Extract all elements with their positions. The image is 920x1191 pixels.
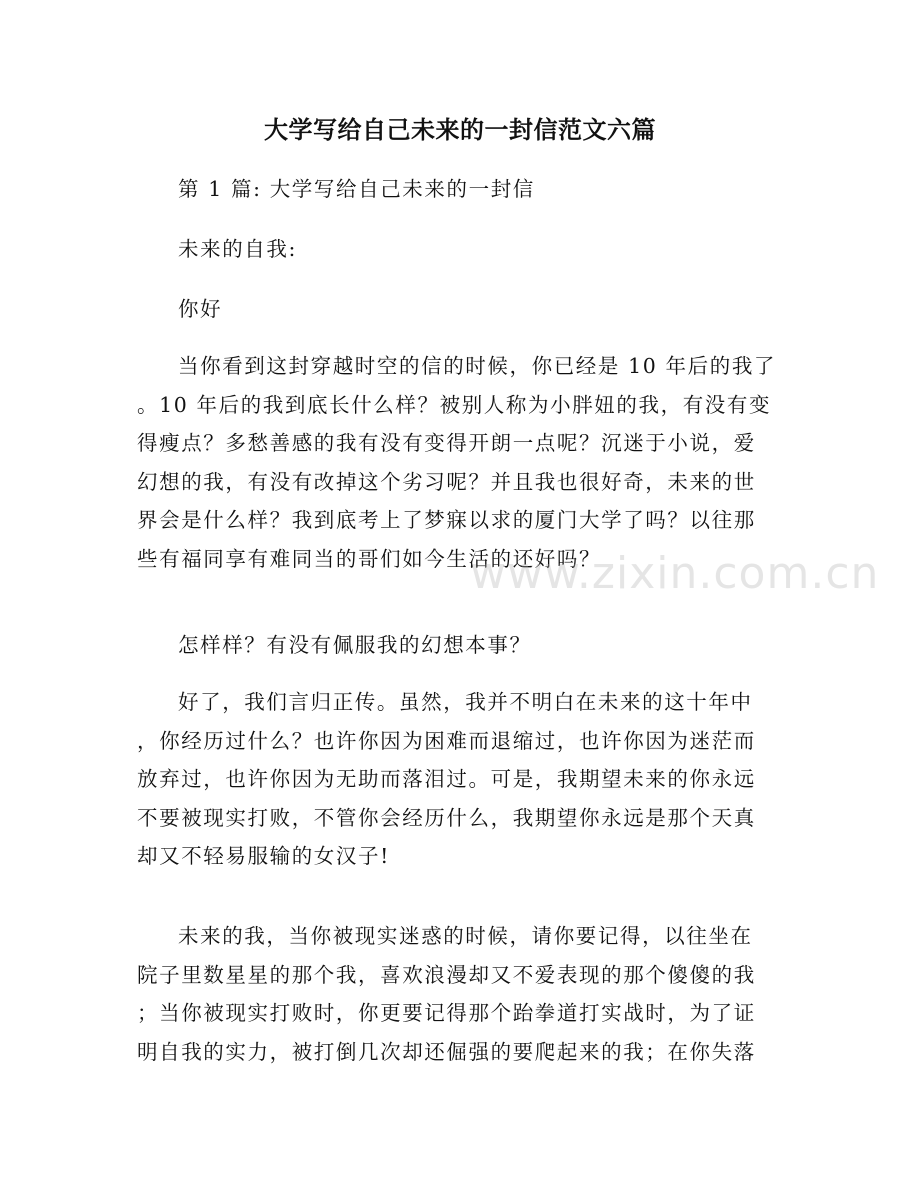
chapter-heading-text: 第 1 篇: 大学写给自己未来的一封信 <box>178 177 535 201</box>
paragraph-line: 些有福同享有难同当的哥们如今生活的还好吗？ <box>137 546 602 571</box>
body-paragraph <box>137 917 777 1071</box>
paragraph-line: 放弃过，也许你因为无助而落泪过。可是，我期望未来的你永远 <box>137 767 756 792</box>
greeting <box>137 290 777 329</box>
document-title: 大学写给自己未来的一封信范文六篇 <box>264 115 656 144</box>
paragraph-line: ，你经历过什么？也许你因为困难而退缩过，也许你因为迷茫而 <box>137 728 756 753</box>
body-paragraph <box>137 683 777 876</box>
paragraph-line: 明自我的实力，被打倒几次却还倔强的要爬起来的我；在你失落 <box>137 1039 756 1064</box>
body-paragraph <box>137 347 777 579</box>
watermark: www.zixin.com.cn <box>470 548 880 599</box>
paragraph-line: 不要被现实打败，不管你会经历什么，我期望你永远是那个天真 <box>137 805 756 830</box>
paragraph-line: 当你看到这封穿越时空的信的时候，你已经是 10 年后的我了 <box>178 354 777 378</box>
paragraph-line: 怎样样？有没有佩服我的幻想本事？ <box>178 633 532 657</box>
salutation-text: 未来的自我: <box>178 237 298 261</box>
body-paragraph <box>137 626 777 665</box>
paragraph-line: 未来的我，当你被现实迷惑的时候，请你要记得，以往坐在 <box>178 924 753 948</box>
greeting-text: 你好 <box>178 297 223 321</box>
paragraph-line: 好了，我们言归正传。虽然，我并不明白在未来的这十年中 <box>178 690 753 714</box>
paragraph-line: 得瘦点？多愁善感的我有没有变得开朗一点呢？沉迷于小说，爱 <box>137 431 756 456</box>
paragraph-line: 。10 年后的我到底长什么样？被别人称为小胖妞的我，有没有变 <box>137 392 772 417</box>
chapter-heading <box>137 170 777 209</box>
paragraph-line: 却又不轻易服输的女汉子! <box>137 844 390 869</box>
paragraph-line: 界会是什么样？我到底考上了梦寐以求的厦门大学了吗？以往那 <box>137 508 756 533</box>
paragraph-line: 院子里数星星的那个我，喜欢浪漫却又不爱表现的那个傻傻的我 <box>137 962 756 987</box>
paragraph-line: 幻想的我，有没有改掉这个劣习呢？并且我也很好奇，未来的世 <box>137 469 756 494</box>
paragraph-line: ；当你被现实打败时，你更要记得那个跆拳道打实战时，为了证 <box>137 1001 756 1026</box>
salutation <box>137 230 777 269</box>
